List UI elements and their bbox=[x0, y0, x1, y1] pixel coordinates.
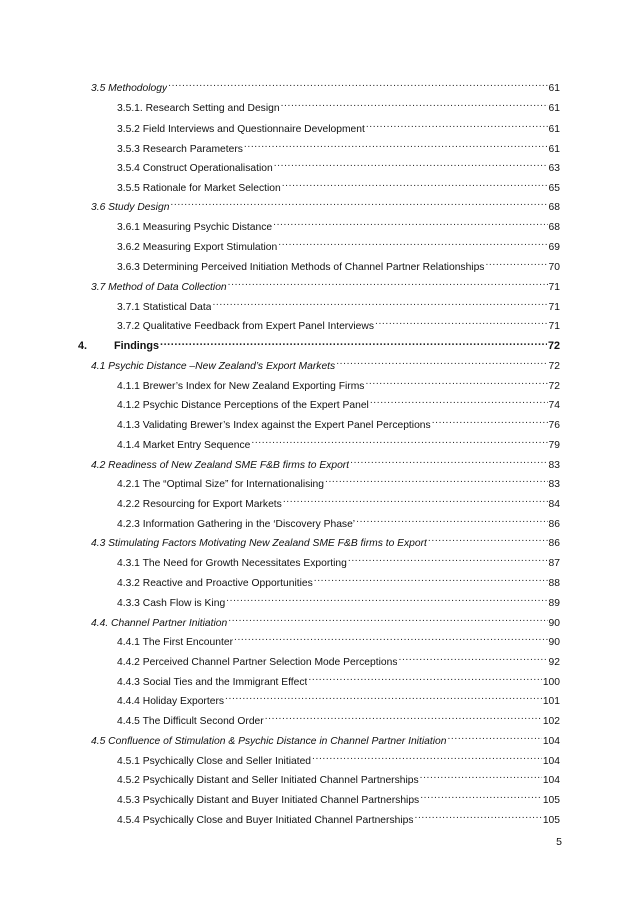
toc-entry-title: 3.6 Study Design bbox=[91, 202, 170, 213]
toc-entry-title: 4.5.3 Psychically Distant and Buyer Initiated Channel Partnerships bbox=[117, 795, 420, 806]
toc-entry-page: 71 bbox=[548, 282, 560, 293]
toc-leader-dots bbox=[432, 414, 548, 428]
toc-entry-page: 83 bbox=[548, 479, 560, 490]
toc-leader-dots bbox=[170, 196, 547, 210]
toc-entry-page: 84 bbox=[548, 499, 560, 510]
toc-leader-dots bbox=[225, 690, 542, 704]
toc-entry-4-4-3[interactable] bbox=[117, 671, 560, 688]
toc-leader-dots bbox=[365, 375, 547, 389]
toc-entry-3-5-4[interactable] bbox=[117, 157, 560, 174]
toc-entry-4-4-1[interactable] bbox=[117, 631, 560, 648]
toc-leader-dots bbox=[281, 97, 548, 111]
toc-entry-3-6-2[interactable] bbox=[117, 236, 560, 253]
toc-entry-4-2-1[interactable] bbox=[117, 473, 560, 490]
toc-entry-page: 102 bbox=[542, 716, 560, 727]
toc-entry-title: 3.5 Methodology bbox=[91, 83, 168, 94]
chapter-number: 4. bbox=[78, 340, 88, 352]
toc-entry-title: 4.3 Stimulating Factors Motivating New Zealand SME F&B firms to Export bbox=[91, 538, 427, 549]
toc-entry-page: 68 bbox=[548, 222, 560, 233]
toc-entry-page: 88 bbox=[548, 578, 560, 589]
toc-entry-3-7[interactable] bbox=[91, 276, 560, 293]
toc-entry-page: 69 bbox=[548, 242, 560, 253]
toc-entry-4-3-3[interactable] bbox=[117, 592, 560, 609]
toc-entry-page: 105 bbox=[542, 795, 560, 806]
toc-leader-dots bbox=[274, 157, 548, 171]
toc-entry-4-4[interactable] bbox=[91, 612, 560, 629]
toc-entry-page: 86 bbox=[548, 519, 560, 530]
toc-entry-3-7-2[interactable] bbox=[117, 315, 560, 332]
toc-entry-4-1-2[interactable] bbox=[117, 394, 560, 411]
toc-entry-page: 101 bbox=[542, 696, 560, 707]
toc-entry-title: 4.1 Psychic Distance –New Zealand’s Export Markets bbox=[91, 361, 336, 372]
toc-leader-dots bbox=[414, 809, 541, 823]
toc-leader-dots bbox=[265, 710, 542, 724]
page-number: 5 bbox=[556, 836, 562, 848]
toc-leader-dots bbox=[168, 77, 547, 91]
toc-entry-3-5-1[interactable] bbox=[117, 97, 560, 114]
toc-entry-title: 3.7.1 Statistical Data bbox=[117, 302, 212, 313]
toc-entry-title: 4.1.4 Market Entry Sequence bbox=[117, 440, 251, 451]
toc-leader-dots bbox=[283, 493, 548, 507]
toc-entry-4-5-4[interactable] bbox=[117, 809, 560, 826]
toc-entry-title: 4.2.1 The “Optimal Size” for Internationalising bbox=[117, 479, 324, 490]
toc-entry-title: 4.2 Readiness of New Zealand SME F&B firms to Export bbox=[91, 460, 350, 471]
toc-entry-page: 61 bbox=[548, 103, 560, 114]
toc-entry-4-1-1[interactable] bbox=[117, 375, 560, 392]
toc-entry-page: 63 bbox=[548, 163, 560, 174]
toc-leader-dots bbox=[370, 394, 548, 408]
toc-entry-3-5-3[interactable] bbox=[117, 138, 560, 155]
toc-entry-4-2-2[interactable] bbox=[117, 493, 560, 510]
toc-leader-dots bbox=[420, 769, 542, 783]
toc-leader-dots bbox=[325, 473, 548, 487]
toc-entry-title: 4.3.1 The Need for Growth Necessitates Exporting bbox=[117, 558, 347, 569]
toc-entry-3-5[interactable] bbox=[91, 77, 560, 94]
toc-entry-page: 90 bbox=[548, 637, 560, 648]
toc-entry-4-4-2[interactable] bbox=[117, 651, 560, 668]
toc-entry-4-3-2[interactable] bbox=[117, 572, 560, 589]
toc-leader-dots bbox=[428, 532, 548, 546]
toc-entry-4-1-3[interactable] bbox=[117, 414, 560, 431]
toc-leader-dots bbox=[228, 276, 548, 290]
toc-leader-dots bbox=[244, 138, 548, 152]
toc-entry-title: 4.4.4 Holiday Exporters bbox=[117, 696, 225, 707]
toc-entry-chapter-4[interactable] bbox=[78, 335, 560, 352]
toc-entry-page: 76 bbox=[548, 420, 560, 431]
toc-entry-title: 3.6.3 Determining Perceived Initiation Methods of Channel Partner Relationships bbox=[117, 262, 485, 273]
toc-entry-4-4-4[interactable] bbox=[117, 690, 560, 707]
toc-entry-page: 61 bbox=[548, 83, 560, 94]
toc-entry-page: 92 bbox=[548, 657, 560, 668]
toc-entry-title: 4.4.2 Perceived Channel Partner Selection Mode Perceptions bbox=[117, 657, 398, 668]
toc-entry-page: 61 bbox=[548, 144, 560, 155]
toc-leader-dots bbox=[485, 256, 547, 270]
toc-entry-title: 4.4.1 The First Encounter bbox=[117, 637, 233, 648]
toc-entry-title: 4.5.4 Psychically Close and Buyer Initiated Channel Partnerships bbox=[117, 815, 414, 826]
toc-leader-dots bbox=[234, 631, 548, 645]
toc-entry-title: 4.3.2 Reactive and Proactive Opportunities bbox=[117, 578, 313, 589]
toc-entry-3-5-5[interactable] bbox=[117, 177, 560, 194]
toc-entry-title: 4.1.2 Psychic Distance Perceptions of the Expert Panel bbox=[117, 400, 369, 411]
toc-entry-page: 68 bbox=[548, 202, 560, 213]
toc-entry-page: 90 bbox=[548, 618, 560, 629]
toc-leader-dots bbox=[348, 552, 548, 566]
toc-leader-dots bbox=[366, 118, 548, 132]
toc-entry-page: 89 bbox=[548, 598, 560, 609]
toc-entry-4-3-1[interactable] bbox=[117, 552, 560, 569]
toc-entry-4-5-1[interactable] bbox=[117, 750, 560, 767]
toc-entry-title: 4.5 Confluence of Stimulation & Psychic Distance in Channel Partner Initiation bbox=[91, 736, 447, 747]
toc-entry-title bbox=[78, 339, 159, 353]
toc-entry-title: 3.5.3 Research Parameters bbox=[117, 144, 243, 155]
toc-leader-dots bbox=[356, 513, 547, 527]
toc-entry-4-4-5[interactable] bbox=[117, 710, 560, 727]
toc-entry-title: 3.6.2 Measuring Export Stimulation bbox=[117, 242, 278, 253]
toc-leader-dots bbox=[350, 454, 547, 468]
toc-entry-page: 72 bbox=[548, 381, 560, 392]
toc-leader-dots bbox=[160, 335, 547, 349]
toc-entry-page: 72 bbox=[547, 340, 560, 352]
toc-entry-title: 4.2.3 Information Gathering in the ‘Discovery Phase’ bbox=[117, 519, 356, 530]
toc-entry-title: 3.5.1. Research Setting and Design bbox=[117, 103, 280, 114]
toc-entry-title: 4.1.1 Brewer’s Index for New Zealand Exporting Firms bbox=[117, 381, 365, 392]
toc-entry-page: 74 bbox=[548, 400, 560, 411]
toc-leader-dots bbox=[420, 789, 542, 803]
toc-entry-page: 104 bbox=[542, 775, 560, 786]
toc-entry-page: 71 bbox=[548, 302, 560, 313]
toc-entry-4-5-3[interactable] bbox=[117, 789, 560, 806]
toc-leader-dots bbox=[212, 296, 547, 310]
toc-entry-4-2-3[interactable] bbox=[117, 513, 560, 530]
toc-leader-dots bbox=[282, 177, 548, 191]
toc-entry-page: 87 bbox=[548, 558, 560, 569]
toc-leader-dots bbox=[251, 434, 547, 448]
toc-entry-4-2[interactable] bbox=[91, 454, 560, 471]
toc-entry-title: 4.5.1 Psychically Close and Seller Initiated bbox=[117, 756, 312, 767]
toc-entry-4-1-4[interactable] bbox=[117, 434, 560, 451]
toc-entry-title: 4.2.2 Resourcing for Export Markets bbox=[117, 499, 282, 510]
toc-entry-page: 70 bbox=[548, 262, 560, 273]
toc-entry-page: 61 bbox=[548, 124, 560, 135]
toc-entry-title: 4.1.3 Validating Brewer’s Index against the Expert Panel Perceptions bbox=[117, 420, 431, 431]
toc-leader-dots bbox=[314, 572, 548, 586]
toc-leader-dots bbox=[336, 355, 547, 369]
toc-entry-page: 71 bbox=[548, 321, 560, 332]
toc-entry-page: 79 bbox=[548, 440, 560, 451]
toc-entry-title: 3.7 Method of Data Collection bbox=[91, 282, 227, 293]
toc-entry-4-5-2[interactable] bbox=[117, 769, 560, 786]
toc-leader-dots bbox=[375, 315, 548, 329]
toc-leader-dots bbox=[226, 592, 547, 606]
toc-entry-page: 86 bbox=[548, 538, 560, 549]
toc-leader-dots bbox=[273, 216, 547, 230]
toc-entry-title: 3.5.4 Construct Operationalisation bbox=[117, 163, 273, 174]
toc-entry-4-1[interactable] bbox=[91, 355, 560, 372]
toc-entry-3-5-2[interactable] bbox=[117, 118, 560, 135]
toc-leader-dots bbox=[278, 236, 547, 250]
toc-entry-3-7-1[interactable] bbox=[117, 296, 560, 313]
toc-entry-title: 3.6.1 Measuring Psychic Distance bbox=[117, 222, 273, 233]
toc-entry-title: 4.4.5 The Difficult Second Order bbox=[117, 716, 264, 727]
toc-entry-title: 3.5.5 Rationale for Market Selection bbox=[117, 183, 281, 194]
toc-entry-4-3[interactable] bbox=[91, 532, 560, 549]
chapter-title: Findings bbox=[114, 340, 159, 352]
toc-leader-dots bbox=[312, 750, 542, 764]
toc-entry-3-6-3[interactable] bbox=[117, 256, 560, 273]
toc-entry-4-5[interactable] bbox=[91, 730, 560, 747]
toc-entry-page: 100 bbox=[542, 677, 560, 688]
toc-entry-title: 4.3.3 Cash Flow is King bbox=[117, 598, 226, 609]
toc-entry-page: 65 bbox=[548, 183, 560, 194]
toc-leader-dots bbox=[447, 730, 541, 744]
toc-entry-3-6[interactable] bbox=[91, 196, 560, 213]
toc-entry-title: 3.7.2 Qualitative Feedback from Expert Panel Interviews bbox=[117, 321, 374, 332]
toc-leader-dots bbox=[398, 651, 547, 665]
toc-entry-title: 3.5.2 Field Interviews and Questionnaire Development bbox=[117, 124, 365, 135]
toc-entry-page: 104 bbox=[542, 736, 560, 747]
toc-entry-title: 4.4.3 Social Ties and the Immigrant Effect bbox=[117, 677, 308, 688]
toc-leader-dots bbox=[228, 612, 547, 626]
toc-leader-dots bbox=[308, 671, 541, 685]
toc-entry-page: 104 bbox=[542, 756, 560, 767]
toc-entry-title: 4.4. Channel Partner Initiation bbox=[91, 618, 228, 629]
toc-entry-page: 72 bbox=[548, 361, 560, 372]
toc-entry-3-6-1[interactable] bbox=[117, 216, 560, 233]
toc-entry-page: 105 bbox=[542, 815, 560, 826]
toc-entry-title: 4.5.2 Psychically Distant and Seller Initiated Channel Partnerships bbox=[117, 775, 419, 786]
toc-entry-page: 83 bbox=[548, 460, 560, 471]
